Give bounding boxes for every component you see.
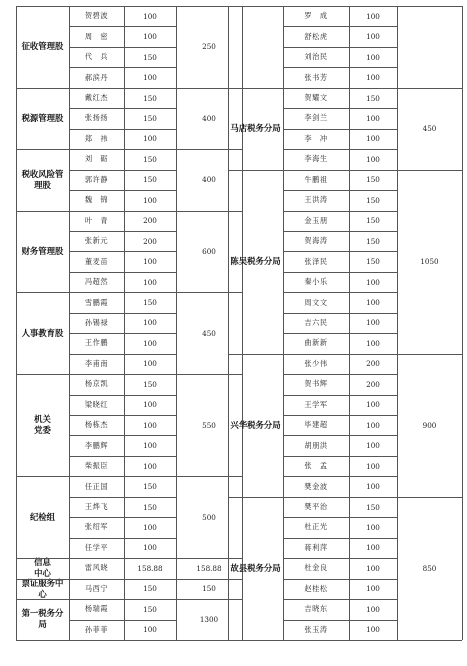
employee-name: 张玉涛 <box>304 624 328 634</box>
employee-name: 李海生 <box>304 154 328 164</box>
group-total: 550 <box>202 420 216 430</box>
employee-amount: 150 <box>366 502 380 512</box>
employee-name: 王洪涛 <box>304 195 328 205</box>
employee-amount: 100 <box>143 543 157 553</box>
employee-name: 贺海涛 <box>304 236 328 246</box>
group-total: 150 <box>202 584 216 594</box>
employee-amount: 100 <box>366 522 380 532</box>
employee-amount: 100 <box>366 134 380 144</box>
employee-amount: 100 <box>366 32 380 42</box>
employee-name: 张新元 <box>84 236 109 246</box>
employee-amount: 100 <box>366 420 380 430</box>
employee-name: 梁晓红 <box>84 399 109 409</box>
employee-amount: 150 <box>143 604 157 614</box>
group-total: 250 <box>202 42 216 52</box>
employee-name: 魏 锦 <box>84 195 109 205</box>
employee-amount: 100 <box>143 338 157 348</box>
employee-amount: 150 <box>143 584 157 594</box>
group-total: 158.88 <box>196 563 222 573</box>
employee-name: 戴红杰 <box>84 93 109 103</box>
left-dept-label: 纪检组 <box>29 511 56 522</box>
employee-name: 杨栋杰 <box>84 420 109 430</box>
employee-name: 张扬扬 <box>84 113 109 123</box>
employee-amount: 100 <box>366 563 380 573</box>
employee-amount: 100 <box>143 195 157 205</box>
employee-name: 孙菲菲 <box>84 624 109 634</box>
employee-name: 李剑兰 <box>304 113 328 123</box>
employee-amount: 100 <box>366 441 380 451</box>
employee-name: 李鹏辉 <box>84 440 109 450</box>
employee-name: 张 孟 <box>304 461 328 471</box>
employee-amount: 100 <box>366 277 380 287</box>
left-dept-label: 税源管理股 <box>21 112 64 123</box>
employee-name: 郑 祎 <box>84 133 109 143</box>
employee-name: 吉晓东 <box>304 604 328 614</box>
employee-name: 孙锡禄 <box>84 317 109 327</box>
employee-amount: 200 <box>143 216 157 226</box>
employee-amount: 100 <box>366 461 380 471</box>
employee-amount: 100 <box>366 625 380 635</box>
employee-amount: 150 <box>143 379 157 389</box>
employee-name: 牛鹏祖 <box>304 174 328 184</box>
employee-name: 贺书辉 <box>304 379 328 389</box>
employee-amount: 200 <box>366 359 380 369</box>
employee-amount: 100 <box>143 359 157 369</box>
employee-name: 李甫南 <box>84 358 109 368</box>
employee-name: 张书芳 <box>304 72 328 82</box>
left-dept-label: 信息 中心 <box>34 557 51 579</box>
employee-name: 马西宁 <box>84 583 109 593</box>
employee-amount: 100 <box>143 277 157 287</box>
group-total: 850 <box>422 563 437 573</box>
employee-amount: 150 <box>366 216 380 226</box>
left-dept-label: 票证服务中心 <box>21 577 64 599</box>
employee-name: 董麦苗 <box>84 256 109 266</box>
employee-name: 秦小乐 <box>304 277 328 287</box>
employee-name: 任正国 <box>84 481 109 491</box>
employee-name: 冯超然 <box>84 277 109 287</box>
employee-amount: 100 <box>366 584 380 594</box>
group-total: 1050 <box>420 257 439 267</box>
employee-amount: 150 <box>143 502 157 512</box>
employee-amount: 150 <box>143 154 157 164</box>
employee-name: 舒松虎 <box>304 31 328 41</box>
employee-name: 曲新新 <box>304 338 328 348</box>
employee-name: 杜正光 <box>304 522 328 532</box>
employee-amount: 150 <box>366 257 380 267</box>
employee-name: 张绍军 <box>84 522 109 532</box>
employee-amount: 100 <box>143 32 157 42</box>
employee-amount: 100 <box>366 543 380 553</box>
employee-name: 樊平治 <box>304 502 328 512</box>
employee-amount: 100 <box>143 441 157 451</box>
employee-name: 毕建超 <box>304 420 328 430</box>
right-dept-label <box>230 6 281 88</box>
employee-name: 张泽民 <box>304 256 328 266</box>
employee-amount: 100 <box>366 482 380 492</box>
employee-amount: 100 <box>143 11 157 21</box>
employee-amount: 100 <box>366 604 380 614</box>
right-dept-label: 马店税务分局 <box>230 123 281 134</box>
employee-amount: 150 <box>143 298 157 308</box>
employee-name: 杨京凯 <box>84 379 109 389</box>
employee-amount: 158.88 <box>137 563 163 573</box>
group-total <box>397 6 462 88</box>
left-dept-label: 税收风险管理股 <box>21 168 64 190</box>
employee-amount: 100 <box>366 318 380 328</box>
employee-name: 王学军 <box>304 399 328 409</box>
right-dept-label: 陈吴税务分局 <box>230 256 281 267</box>
employee-name: 蒋利萍 <box>304 542 328 552</box>
employee-amount: 100 <box>143 625 157 635</box>
right-dept-label: 兴华税务分局 <box>230 419 281 430</box>
employee-name: 樊金波 <box>304 481 328 491</box>
employee-amount: 150 <box>366 195 380 205</box>
group-total: 600 <box>202 246 216 256</box>
employee-amount: 100 <box>366 11 380 21</box>
employee-name: 柴振臣 <box>84 461 109 471</box>
group-total: 500 <box>202 512 216 522</box>
employee-name: 刘 砺 <box>84 154 109 164</box>
employee-amount: 150 <box>143 52 157 62</box>
left-dept-label: 人事教育股 <box>21 327 64 338</box>
employee-amount: 100 <box>143 461 157 471</box>
employee-amount: 100 <box>143 73 157 83</box>
group-total: 400 <box>202 175 216 185</box>
employee-name: 金玉朋 <box>304 215 328 225</box>
employee-name: 杨瑞霞 <box>84 604 109 614</box>
right-dept-label: 故县税务分局 <box>230 562 281 573</box>
employee-name: 刘治民 <box>304 52 328 62</box>
left-dept-label: 征收管理股 <box>21 41 64 52</box>
employee-amount: 100 <box>366 400 380 410</box>
employee-amount: 150 <box>143 113 157 123</box>
employee-amount: 100 <box>366 298 380 308</box>
employee-name: 赵桂松 <box>304 583 328 593</box>
employee-name: 叶 青 <box>84 215 109 225</box>
employee-name: 李 冲 <box>304 133 328 143</box>
employee-name: 周文文 <box>304 297 328 307</box>
employee-name: 吉六民 <box>304 317 328 327</box>
employee-name: 周 密 <box>84 31 109 41</box>
employee-amount: 100 <box>366 154 380 164</box>
employee-name: 代 兵 <box>84 52 109 62</box>
employee-amount: 150 <box>366 93 380 103</box>
employee-amount: 150 <box>366 236 380 246</box>
employee-amount: 100 <box>143 318 157 328</box>
employee-amount: 100 <box>143 420 157 430</box>
employee-amount: 100 <box>143 522 157 532</box>
employee-name: 任学平 <box>84 542 109 552</box>
employee-amount: 100 <box>143 400 157 410</box>
employee-amount: 100 <box>366 338 380 348</box>
employee-name: 杜金良 <box>304 563 328 573</box>
left-dept-label: 机关 党委 <box>34 414 51 436</box>
employee-amount: 200 <box>366 379 380 389</box>
employee-amount: 200 <box>143 236 157 246</box>
employee-name: 雷风晓 <box>84 563 109 573</box>
employee-name: 张少伟 <box>304 358 328 368</box>
employee-amount: 150 <box>366 175 380 185</box>
employee-amount: 100 <box>366 52 380 62</box>
employee-amount: 100 <box>143 257 157 267</box>
group-total: 1300 <box>199 614 219 624</box>
employee-name: 胡朋洪 <box>304 440 328 450</box>
employee-amount: 150 <box>143 175 157 185</box>
employee-amount: 100 <box>366 113 380 123</box>
group-total: 900 <box>422 420 437 430</box>
employee-name: 郭许静 <box>84 174 109 184</box>
group-total: 450 <box>422 124 437 134</box>
employee-amount: 100 <box>366 73 380 83</box>
employee-name: 贺碧波 <box>84 11 109 21</box>
employee-amount: 150 <box>143 482 157 492</box>
employee-name: 罗 成 <box>304 11 328 21</box>
group-total: 450 <box>202 328 216 338</box>
employee-name: 雪鹏霞 <box>84 297 109 307</box>
employee-amount: 150 <box>143 93 157 103</box>
employee-name: 贺耀文 <box>304 93 328 103</box>
employee-name: 王烨飞 <box>84 502 109 512</box>
left-dept-label: 第一税务分局 <box>21 608 64 630</box>
employee-name: 王作鹏 <box>84 338 109 348</box>
employee-amount: 100 <box>143 134 157 144</box>
group-total: 400 <box>202 113 216 123</box>
left-dept-label: 财务管理股 <box>21 245 64 256</box>
employee-name: 郝滨丹 <box>84 72 109 82</box>
